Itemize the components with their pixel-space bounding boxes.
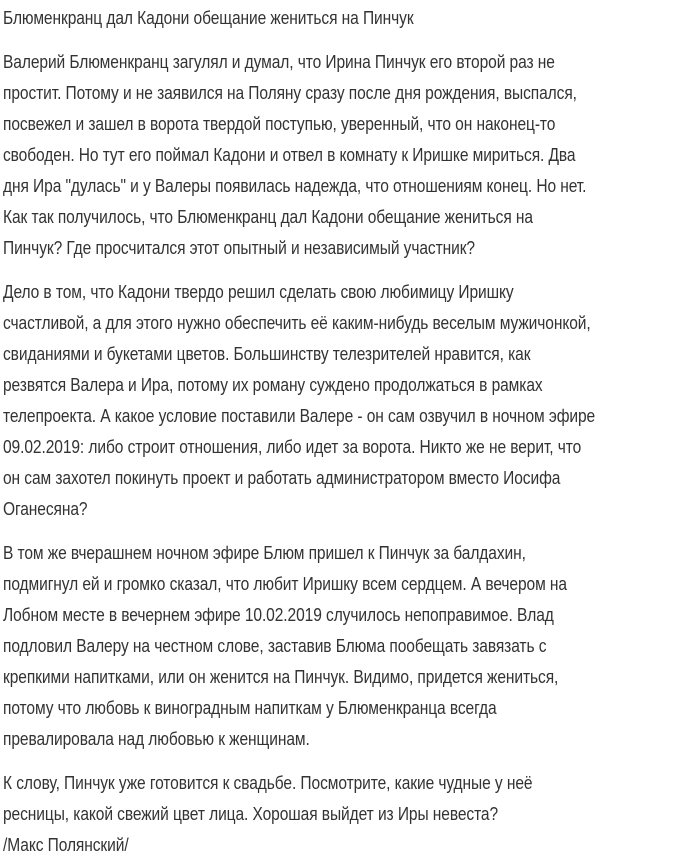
paragraph-line: Лобном месте в вечернем эфире 10.02.2019 случилось непоправимое. Влад — [3, 604, 554, 625]
author-signature: /Макс Полянский/ — [3, 834, 129, 855]
paragraph-2 — [3, 276, 699, 524]
paragraph-4 — [3, 767, 699, 860]
article-title: Блюменкранц дал Кадони обещание жениться на Пинчук — [3, 7, 414, 28]
paragraph-line: подмигнул ей и громко сказал, что любит Иришку всем сердцем. А вечером на — [3, 573, 567, 594]
paragraph-line: посвежел и зашел в ворота твердой поступью, уверенный, что он наконец-то — [3, 113, 556, 134]
paragraph-line: простит. Потому и не заявился на Поляну сразу после дня рождения, выспался, — [3, 82, 577, 103]
paragraph-line: подловил Валеру на честном слове, заставив Блюма пообещать завязать с — [3, 635, 547, 656]
paragraph-line: телепроекта. А какое условие поставили Валере - он сам озвучил в ночном эфире — [3, 405, 596, 426]
paragraph-line: В том же вчерашнем ночном эфире Блюм пришел к Пинчук за балдахин, — [3, 542, 526, 563]
paragraph-3 — [3, 537, 699, 754]
paragraph-line: крепкими напитками, или он женится на Пинчук. Видимо, придется жениться, — [3, 666, 559, 687]
paragraph-line: превалировала над любовью к женщинам. — [3, 728, 310, 749]
article — [3, 0, 699, 860]
paragraph-1 — [3, 46, 699, 263]
paragraph-line: счастливой, а для этого нужно обеспечить её каким-нибудь веселым мужичонкой, — [3, 312, 591, 333]
paragraph-line: Валерий Блюменкранц загулял и думал, что Ирина Пинчук его второй раз не — [3, 51, 555, 72]
paragraph-line: свободен. Но тут его поймал Кадони и отвел в комнату к Иришке мириться. Два — [3, 144, 576, 165]
paragraph-line: он сам захотел покинуть проект и работать администратором вместо Иосифа — [3, 467, 561, 488]
paragraph-line: свиданиями и букетами цветов. Большинству телезрителей нравится, как — [3, 343, 531, 364]
paragraph-line: К слову, Пинчук уже готовится к свадьбе. Посмотрите, какие чудные у неё — [3, 772, 533, 793]
paragraph-line: резвятся Валера и Ира, потому их роману суждено продолжаться в рамках — [3, 374, 543, 395]
paragraph-line: потому что любовь к виноградным напиткам у Блюменкранца всегда — [3, 697, 497, 718]
paragraph-line: Как так получилось, что Блюменкранц дал Кадони обещание жениться на — [3, 206, 533, 227]
paragraph-line: Оганесяна? — [3, 498, 88, 519]
paragraph-line: 09.02.2019: либо строит отношения, либо идет за ворота. Никто же не верит, что — [3, 436, 582, 457]
paragraph-line: ресницы, какой свежий цвет лица. Хорошая выйдет из Иры невеста? — [3, 803, 499, 824]
paragraph-line: дня Ира "дулась" и у Валеры появилась надежда, что отношениям конец. Но нет. — [3, 175, 587, 196]
paragraph-line: Пинчук? Где просчитался этот опытный и независимый участник? — [3, 237, 476, 258]
paragraph-line: Дело в том, что Кадони твердо решил сделать свою любимицу Иришку — [3, 281, 514, 302]
